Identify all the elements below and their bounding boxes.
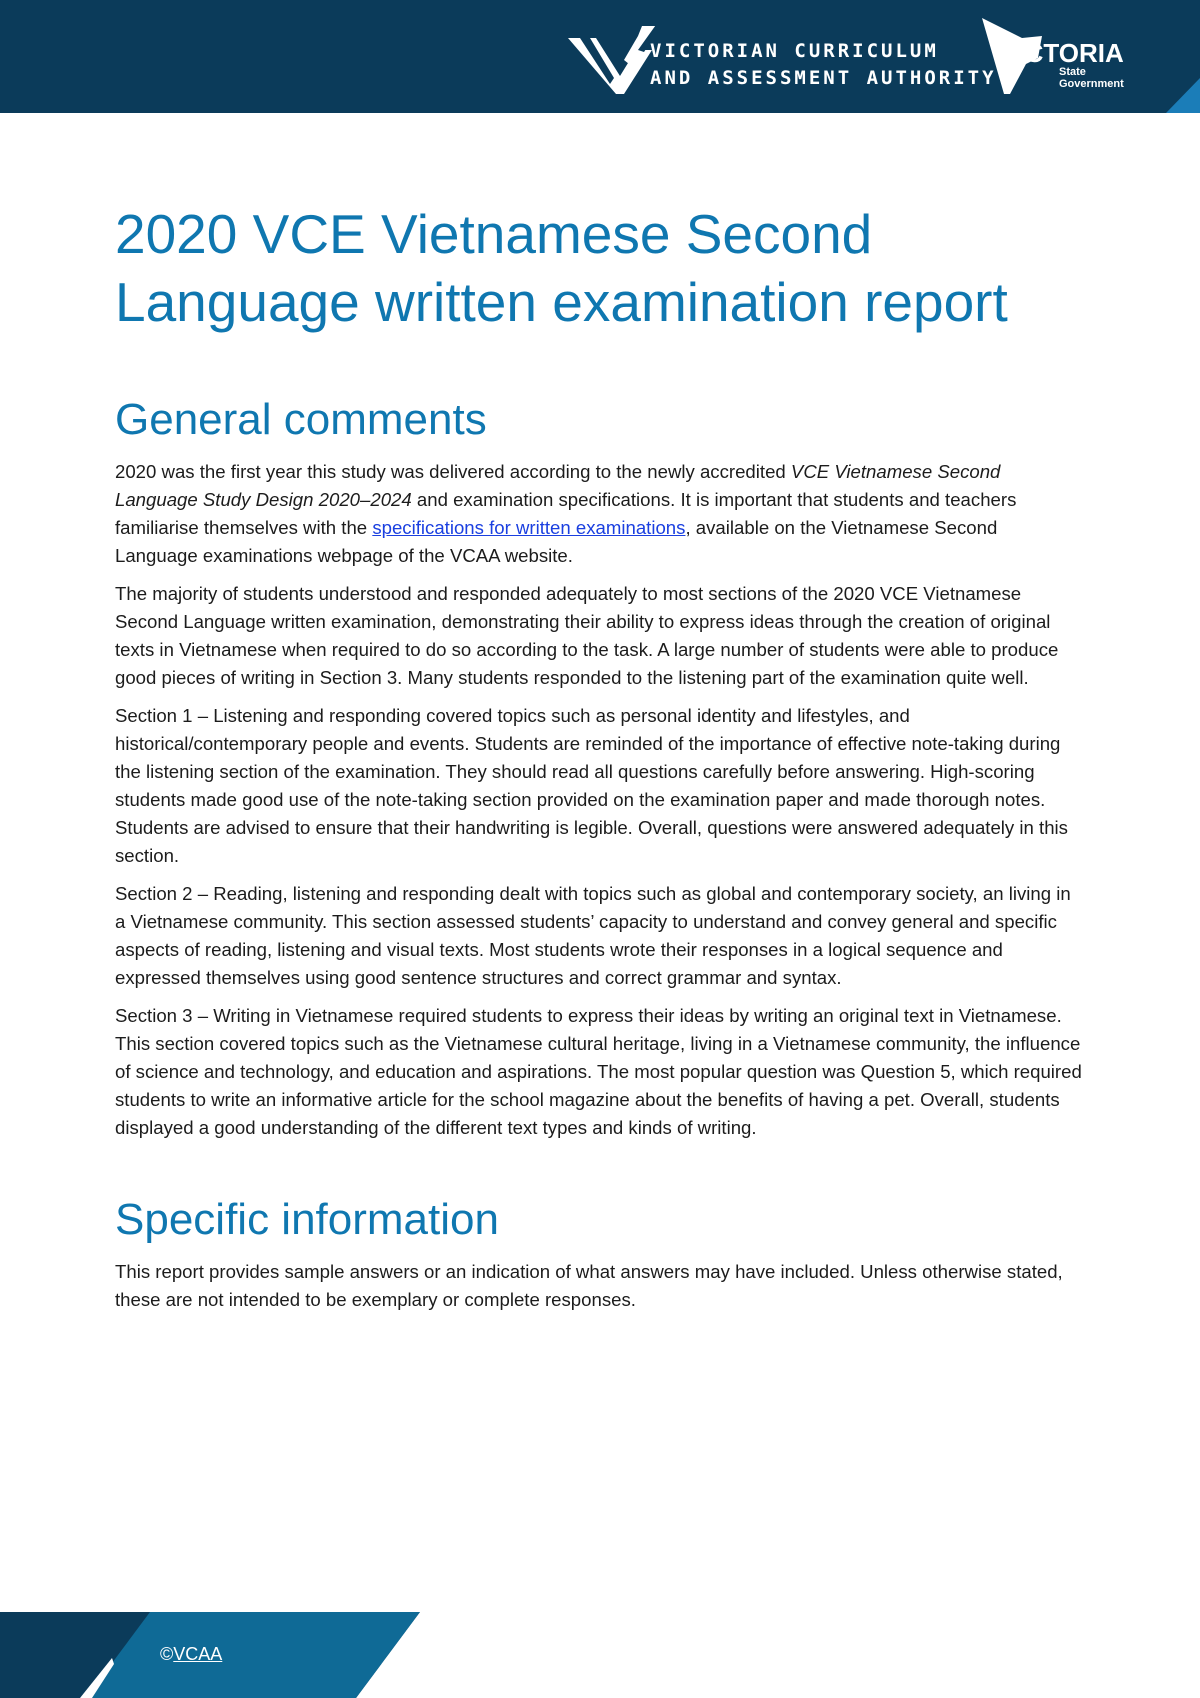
vcaa-name-line1: VICTORIAN CURRICULUM (650, 40, 939, 62)
document-body (115, 200, 1085, 1314)
general-paragraph-3: Section 1 – Listening and responding covered topics such as personal identity and lifestyles, and historical/contemporary people and events. Students are reminded of the importance of effective note-taking during the listening section of the examination. They should read all questions carefully before answering. High-scoring students made good use of the note-taking section provided on the examination paper and made thorough notes. Students are advised to ensure that their handwriting is legible. Overall, questions were answered adequately in this section. (115, 705, 1068, 866)
general-p1-text1: 2020 was the first year this study was delivered according to the newly accredited (115, 461, 791, 482)
study-design-title: VCE Vietnamese Second Language Study Design 2020–2024 (115, 461, 1001, 510)
general-p1-text3: , available on the Vietnamese Second Language examinations webpage of the VCAA website. (115, 517, 998, 566)
general-p1-text2: and examination specifications. It is important that students and teachers familiarise themselves with the (115, 489, 1017, 538)
header-banner (0, 0, 1200, 113)
general-paragraph-1 (115, 458, 1085, 570)
general-comments-heading: General comments (115, 395, 487, 444)
victoria-wordmark: VICTORIA (1000, 38, 1124, 68)
vcaa-name (650, 38, 997, 92)
vcaa-copyright-link[interactable]: VCAA (173, 1644, 223, 1664)
banner-corner-accent (1166, 78, 1200, 113)
vcaa-name-line2: AND ASSESSMENT AUTHORITY (650, 67, 997, 89)
page-title: 2020 VCE Vietnamese Second Language written examination report (115, 203, 1008, 333)
general-paragraph-5: Section 3 – Writing in Vietnamese required students to express their ideas by writing an original text in Vietnamese. This section covered topics such as the Vietnamese cultural heritage, living in a Vietnamese community, the influence of science and technology, and education and aspirations. The most popular question was Question 5, which required students to write an informative article for the school magazine about the benefits of having a pet. Overall, students displayed a good understanding of the different text types and kinds of writing. (115, 1005, 1082, 1138)
specific-paragraph-1: This report provides sample answers or an indication of what answers may have included. Unless otherwise stated, these are not intended to be exemplary or complete responses. (115, 1261, 1063, 1310)
victoria-state-government: State Government (1059, 66, 1124, 90)
specific-information-heading: Specific information (115, 1195, 499, 1244)
footer-copyright (160, 1644, 222, 1665)
specifications-link[interactable]: specifications for written examinations (372, 517, 686, 538)
general-paragraph-2: The majority of students understood and responded adequately to most sections of the 2020 VCE Vietnamese Second Language written examination, demonstrating their ability to express ideas through the creation of original texts in Vietnamese when required to do so according to the task. A large number of students were able to produce good pieces of writing in Section 3. Many students responded to the listening part of the examination quite well. (115, 583, 1059, 688)
copyright-symbol: © (160, 1644, 174, 1664)
general-paragraph-4: Section 2 – Reading, listening and responding dealt with topics such as global and contemporary society, an living in a Vietnamese community. This section assessed students’ capacity to understand and convey general and specific aspects of reading, listening and visual texts. Most students wrote their responses in a logical sequence and expressed themselves using good sentence structures and correct grammar and syntax. (115, 883, 1071, 988)
